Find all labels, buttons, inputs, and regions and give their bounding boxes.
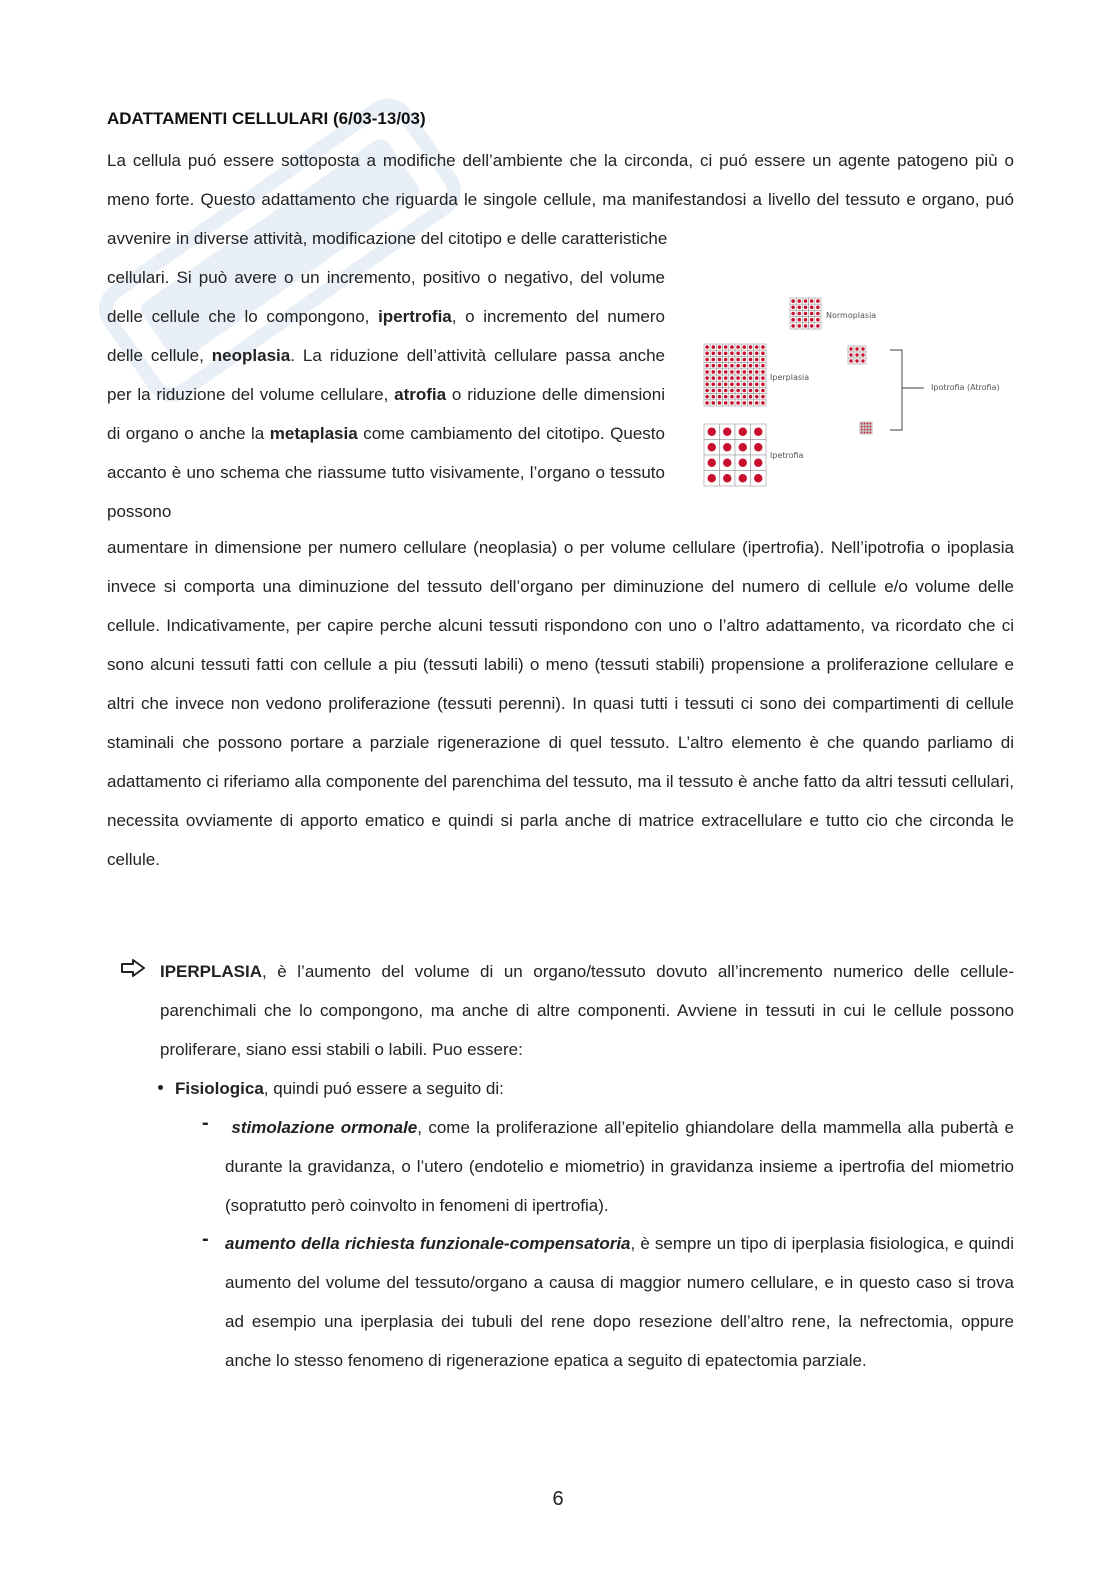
cell-nucleus — [755, 389, 759, 393]
cell-nucleus — [712, 364, 716, 368]
cell-nucleus — [708, 474, 716, 482]
cell-nucleus — [861, 359, 864, 362]
fisiologica-text: , quindi puó essere a seguito di: — [263, 1079, 504, 1098]
cell-nucleus — [730, 352, 734, 356]
term-fisiologica: Fisiologica — [175, 1079, 264, 1098]
cell-nucleus — [712, 358, 716, 362]
term-iperplasia: IPERPLASIA — [160, 962, 263, 981]
cell-nucleus — [749, 345, 753, 349]
ipotrofia-grid — [848, 346, 866, 364]
sub-item-stimolazione — [225, 1108, 1014, 1225]
cell-nucleus — [712, 383, 716, 387]
cell-nucleus — [730, 395, 734, 399]
cell-nucleus — [861, 353, 864, 356]
cell-nucleus — [743, 358, 747, 362]
cell-nucleus — [736, 395, 740, 399]
cell-nucleus — [723, 428, 731, 436]
cell-nucleus — [723, 443, 731, 451]
cell-nucleus — [867, 429, 869, 431]
cell-nucleus — [705, 395, 709, 399]
cell-nucleus — [730, 345, 734, 349]
cell-nucleus — [816, 306, 820, 310]
cell-nucleus — [749, 358, 753, 362]
cell-nucleus — [749, 395, 753, 399]
cell-nucleus — [810, 306, 814, 310]
cell-nucleus — [724, 383, 728, 387]
term-stimolazione: stimolazione ormonale — [231, 1118, 418, 1137]
cell-nucleus — [712, 395, 716, 399]
cell-nucleus — [718, 395, 722, 399]
richiesta-text: , è sempre un tipo di iperplasia fisiologica, e quindi aumento del volume del tessuto/organo a causa di maggior numero cellulare, e in questo caso si trova ad esempio una iperplasia dei tubuli del rene dopo resezione dell’altro rene, la nefrectomia, oppure anche lo stesso fenomeno di rigenerazione epatica a seguito di epatectomia parziale. — [225, 1234, 1014, 1370]
cell-nucleus — [864, 429, 866, 431]
cell-nucleus — [861, 423, 863, 425]
cell-nucleus — [705, 383, 709, 387]
cell-nucleus — [870, 423, 872, 425]
cell-nucleus — [749, 364, 753, 368]
dash-marker-1: - — [202, 1112, 209, 1134]
cell-nucleus — [810, 299, 814, 303]
dash-marker-2: - — [202, 1228, 209, 1250]
cell-nucleus — [804, 318, 808, 322]
wrap-text-3: . La riduzione dell’attività cellulare passa anche per la riduzione del volume cellulare, — [107, 346, 666, 404]
cell-nucleus — [849, 359, 852, 362]
cell-nucleus — [705, 352, 709, 356]
cell-nucleus — [718, 370, 722, 374]
cell-nucleus — [705, 389, 709, 393]
normoplasia-label: Normoplasia — [826, 311, 877, 320]
cell-nucleus — [804, 299, 808, 303]
cell-nucleus — [705, 345, 709, 349]
ipetrofia-grid — [704, 424, 766, 486]
wrap-text-4: o riduzione delle dimensioni di organo o anche la — [107, 385, 665, 443]
cell-nucleus — [755, 383, 759, 387]
atrofia-grid — [860, 422, 872, 434]
cell-nucleus — [816, 312, 820, 316]
cell-nucleus — [761, 401, 765, 405]
cell-nucleus — [855, 347, 858, 350]
cell-nucleus — [755, 376, 759, 380]
cell-nucleus — [855, 359, 858, 362]
cell-nucleus — [798, 299, 802, 303]
cell-nucleus — [705, 364, 709, 368]
cell-nucleus — [791, 312, 795, 316]
cell-nucleus — [798, 312, 802, 316]
term-atrofia: atrofia — [394, 385, 447, 404]
cell-nucleus — [861, 429, 863, 431]
cell-nucleus — [743, 395, 747, 399]
cell-nucleus — [730, 364, 734, 368]
cell-nucleus — [718, 376, 722, 380]
wrap-text-1: cellulari. Si può avere o un incremento, positivo o negativo, del volume delle cellule che lo compongono, — [107, 268, 665, 326]
cell-nucleus — [712, 352, 716, 356]
cell-nucleus — [867, 426, 869, 428]
cell-nucleus — [791, 318, 795, 322]
page-title: ADATTAMENTI CELLULARI (6/03-13/03) — [107, 109, 426, 128]
cell-nucleus — [743, 383, 747, 387]
cell-nucleus — [749, 376, 753, 380]
ipotrofia-label: Ipotrofia (Atrofia) — [931, 383, 1000, 392]
cell-nucleus — [705, 401, 709, 405]
stimolazione-text: , come la proliferazione all’epitelio ghiandolare della mammella alla pubertà e durante la gravidanza, o l’utero (endotelio e miometrio) in gravidanza insieme a ipertrofia del miometrio (sopratutto però coinvolto in fenomeni di ipertrofia). — [225, 1118, 1015, 1215]
cell-nucleus — [816, 299, 820, 303]
iperplasia-label: Iperplasia — [770, 373, 810, 382]
cell-nucleus — [791, 306, 795, 310]
cell-nucleus — [743, 352, 747, 356]
fisiologica-item — [175, 1069, 504, 1108]
cell-nucleus — [870, 426, 872, 428]
arrow-right-icon — [120, 958, 146, 978]
cell-nucleus — [736, 376, 740, 380]
cell-nucleus — [730, 389, 734, 393]
cell-nucleus — [749, 401, 753, 405]
cell-nucleus — [736, 345, 740, 349]
cell-nucleus — [761, 376, 765, 380]
cell-nucleus — [755, 358, 759, 362]
cell-nucleus — [761, 370, 765, 374]
cell-nucleus — [755, 401, 759, 405]
cell-nucleus — [755, 395, 759, 399]
bracket — [890, 350, 924, 430]
cell-nucleus — [761, 345, 765, 349]
cell-nucleus — [798, 318, 802, 322]
cell-nucleus — [743, 364, 747, 368]
cell-nucleus — [718, 389, 722, 393]
cell-nucleus — [724, 370, 728, 374]
cell-nucleus — [804, 312, 808, 316]
cell-nucleus — [749, 389, 753, 393]
cell-nucleus — [761, 389, 765, 393]
cell-nucleus — [810, 312, 814, 316]
wrapped-paragraph — [107, 258, 665, 531]
cell-nucleus — [718, 345, 722, 349]
cell-nucleus — [755, 345, 759, 349]
cell-nucleus — [712, 401, 716, 405]
cell-nucleus — [724, 395, 728, 399]
cell-nucleus — [861, 347, 864, 350]
cell-nucleus — [816, 318, 820, 322]
cell-nucleus — [724, 352, 728, 356]
term-ipertrofia: ipertrofia — [378, 307, 452, 326]
cell-nucleus — [761, 383, 765, 387]
cell-nucleus — [712, 389, 716, 393]
cell-nucleus — [708, 459, 716, 467]
cell-nucleus — [761, 358, 765, 362]
cell-nucleus — [849, 353, 852, 356]
sub-item-richiesta — [225, 1224, 1014, 1380]
cell-nucleus — [736, 370, 740, 374]
cell-nucleus — [730, 376, 734, 380]
cell-nucleus — [816, 324, 820, 328]
cell-nucleus — [724, 345, 728, 349]
cell-nucleus — [724, 389, 728, 393]
adaptation-diagram — [688, 292, 1018, 504]
cell-nucleus — [761, 364, 765, 368]
cell-nucleus — [718, 358, 722, 362]
cell-nucleus — [870, 429, 872, 431]
cell-nucleus — [705, 358, 709, 362]
cell-nucleus — [761, 395, 765, 399]
cell-nucleus — [724, 401, 728, 405]
cell-nucleus — [754, 428, 762, 436]
wrap-text-5: come cambiamento del citotipo. Questo accanto è uno schema che riassume tutto visivamente, l’organo o tessuto possono — [107, 424, 665, 521]
cell-nucleus — [870, 432, 872, 434]
cell-nucleus — [864, 423, 866, 425]
cell-nucleus — [743, 389, 747, 393]
cell-nucleus — [755, 364, 759, 368]
cell-nucleus — [867, 432, 869, 434]
cell-nucleus — [810, 318, 814, 322]
cell-nucleus — [761, 352, 765, 356]
cell-nucleus — [867, 423, 869, 425]
term-richiesta: aumento della richiesta funzionale-compensatoria — [225, 1234, 631, 1253]
cell-nucleus — [739, 428, 747, 436]
cell-nucleus — [755, 370, 759, 374]
cell-nucleus — [810, 324, 814, 328]
cell-nucleus — [723, 474, 731, 482]
cell-nucleus — [730, 358, 734, 362]
cell-nucleus — [739, 474, 747, 482]
normoplasia-grid — [790, 298, 821, 329]
cell-nucleus — [743, 401, 747, 405]
cell-nucleus — [739, 443, 747, 451]
cell-nucleus — [791, 299, 795, 303]
cell-nucleus — [754, 474, 762, 482]
cell-nucleus — [718, 364, 722, 368]
cell-nucleus — [712, 376, 716, 380]
cell-nucleus — [712, 345, 716, 349]
cell-nucleus — [712, 370, 716, 374]
cell-nucleus — [730, 401, 734, 405]
cell-nucleus — [804, 324, 808, 328]
cell-nucleus — [861, 426, 863, 428]
continuation-paragraph: aumentare in dimensione per numero cellulare (neoplasia) o per volume cellulare (ipertrofia). Nell’ipotrofia o ipoplasia invece si comporta una diminuzione del tessuto dell’organo per diminuzione del numero di cellule e/o volume delle cellule. Indicativamente, per capire perche alcuni tessuti rispondono con uno o l’altro adattamento, va ricordato che ci sono alcuni tessuti fatti con cellule a piu (tessuti labili) o meno (tessuti stabili) propensione a proliferazione cellulare e altri che invece non vedono proliferazione (tessuti perenni). In quasi tutti i tessuti ci sono dei compartimenti di cellule staminali che possono portare a parziale rigenerazione di quel tessuto. L’altro elemento è che quando parliamo di adattamento ci riferiamo alla componente del parenchima del tessuto, ma il tessuto è anche fatto da altri tessuti cellulari, necessita ovviamente di apporto ematico e quindi si parla anche di matrice extracellulare e tutto cio che circonda le cellule. — [107, 538, 1014, 869]
cell-nucleus — [718, 401, 722, 405]
page-number: 6 — [552, 1488, 564, 1510]
cell-nucleus — [736, 389, 740, 393]
term-neoplasia: neoplasia — [211, 346, 291, 365]
cell-nucleus — [754, 443, 762, 451]
cell-nucleus — [754, 459, 762, 467]
term-metaplasia: metaplasia — [269, 424, 358, 443]
cell-nucleus — [724, 376, 728, 380]
iperplasia-text: , è l’aumento del volume di un organo/tessuto dovuto all’incremento numerico delle cellule-parenchimali che lo compongono, ma anche di altre componenti. Avviene in tessuti in cui le cellule possono proliferare, siano essi stabili o labili. Puo essere: — [160, 962, 1014, 1059]
cell-nucleus — [708, 443, 716, 451]
cell-nucleus — [798, 306, 802, 310]
cell-nucleus — [708, 428, 716, 436]
cell-nucleus — [736, 383, 740, 387]
cell-nucleus — [736, 364, 740, 368]
cell-nucleus — [749, 370, 753, 374]
cell-nucleus — [798, 324, 802, 328]
cell-nucleus — [705, 370, 709, 374]
wrap-text-2: , o incremento del numero delle cellule, — [107, 307, 666, 365]
iperplasia-paragraph — [160, 952, 1014, 1069]
cell-nucleus — [791, 324, 795, 328]
cell-nucleus — [724, 358, 728, 362]
cell-nucleus — [755, 352, 759, 356]
cell-nucleus — [743, 345, 747, 349]
cell-nucleus — [730, 370, 734, 374]
cell-nucleus — [864, 432, 866, 434]
cell-nucleus — [804, 306, 808, 310]
ipetrofia-label: Ipetrofia — [770, 451, 804, 460]
cell-nucleus — [730, 383, 734, 387]
bullet-icon — [158, 1085, 163, 1090]
cell-nucleus — [739, 459, 747, 467]
cell-nucleus — [718, 383, 722, 387]
intro-paragraph: La cellula puó essere sottoposta a modifiche dell’ambiente che la circonda, ci puó essere un agente patogeno più o meno forte. Questo adattamento che riguarda le singole cellule, ma manifestandosi a livello del tessuto e organo, puó avvenire in diverse attività, modificazione del citotipo e delle caratteristiche — [107, 151, 1014, 248]
cell-nucleus — [861, 432, 863, 434]
cell-nucleus — [705, 376, 709, 380]
cell-nucleus — [743, 370, 747, 374]
cell-nucleus — [749, 383, 753, 387]
cell-nucleus — [864, 426, 866, 428]
cell-nucleus — [724, 364, 728, 368]
cell-nucleus — [855, 353, 858, 356]
cell-nucleus — [736, 358, 740, 362]
cell-nucleus — [736, 352, 740, 356]
cell-nucleus — [849, 347, 852, 350]
cell-nucleus — [718, 352, 722, 356]
cell-nucleus — [723, 459, 731, 467]
cell-nucleus — [743, 376, 747, 380]
iperplasia-grid — [704, 344, 766, 406]
cell-nucleus — [749, 352, 753, 356]
cell-nucleus — [736, 401, 740, 405]
